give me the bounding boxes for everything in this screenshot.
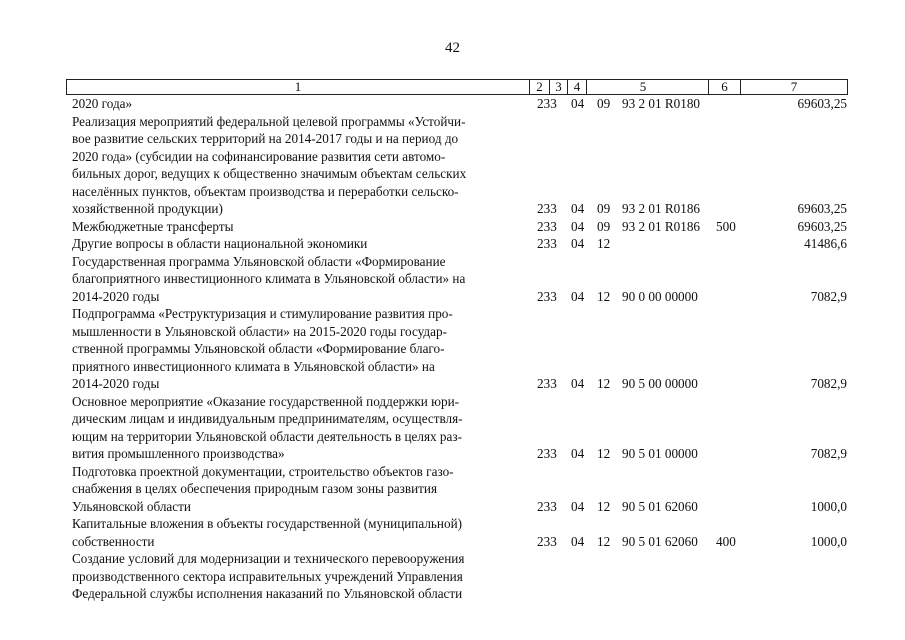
section-code: 233 [537, 533, 557, 549]
expense-type-code: 400 [716, 533, 736, 549]
header-col-5: 5 [586, 79, 699, 95]
section-code: 233 [537, 498, 557, 514]
subsection-code: 04 [571, 218, 585, 234]
description-line: 2014-2020 годы [72, 376, 160, 391]
header-col-3: 3 [549, 79, 568, 95]
description-line: дическим лицам и индивидуальным предпринимателям, осуществля- [72, 411, 463, 426]
row-codes [0, 200, 905, 218]
header-col-7: 7 [740, 79, 848, 95]
subsection2-code: 09 [597, 201, 611, 216]
description-line: производственного сектора исправительных учреждений Управления [72, 568, 463, 584]
description-line: вития промышленного производства» [72, 446, 285, 461]
section-code: 233 [537, 201, 557, 216]
subsection2-code: 12 [597, 533, 611, 549]
description-line: приятного инвестиционного климата в Ульяновской области» на [72, 358, 435, 374]
section-code: 233 [537, 218, 557, 234]
subsection-code: 04 [571, 96, 585, 111]
amount: 1000,0 [810, 533, 847, 549]
section-code: 233 [537, 96, 557, 111]
subsection2-code: 12 [597, 498, 611, 514]
amount: 41486,6 [804, 236, 847, 251]
subsection-code: 04 [571, 201, 585, 216]
target-article-code: 90 5 01 00000 [622, 446, 698, 461]
subsection-code: 04 [571, 533, 585, 549]
subsection2-code: 12 [597, 236, 611, 251]
amount: 69603,25 [797, 96, 847, 111]
description-line: Межбюджетные трансферты [72, 218, 234, 234]
subsection-code: 04 [571, 236, 585, 251]
row-codes [0, 235, 905, 253]
target-article-code: 93 2 01 R0186 [622, 218, 701, 234]
row-codes [0, 533, 905, 551]
subsection2-code: 09 [597, 218, 611, 234]
description-line: Капитальные вложения в объекты государственной (муниципальной) [72, 516, 463, 531]
row-codes [0, 445, 905, 463]
subsection-code: 04 [571, 376, 585, 391]
description-line: благоприятного инвестиционного климата в Ульяновской области» на [72, 271, 466, 286]
table-row [0, 95, 905, 113]
table-row [0, 218, 905, 236]
description-line: ющим на территории Ульяновской области деятельность в целях раз- [72, 428, 462, 444]
subsection2-code: 12 [597, 376, 611, 391]
target-article-code: 90 0 00 00000 [622, 288, 698, 304]
target-article-code: 90 5 01 62060 [622, 533, 698, 549]
description-line: Федеральной службы исполнения наказаний по Ульяновской области [72, 586, 463, 601]
section-code: 233 [537, 288, 557, 304]
description-line: снабжения в целях обеспечения природным газом зоны развития [72, 481, 438, 496]
description-line: Государственная программа Ульяновской области «Формирование [72, 253, 446, 269]
description-line: 2020 года» (субсидии на софинансирование развития сети автомо- [72, 148, 446, 164]
description-line: Реализация мероприятий федеральной целевой программы «Устойчи- [72, 113, 466, 129]
table-row [0, 550, 905, 603]
subsection-code: 04 [571, 498, 585, 514]
section-code: 233 [537, 236, 557, 251]
description-line: 2020 года» [72, 96, 133, 111]
table-row [0, 113, 905, 218]
table-row [0, 515, 905, 550]
expense-type-code: 500 [716, 218, 736, 234]
description-line: вое развитие сельских территорий на 2014-2017 годы и на период до [72, 131, 459, 146]
description-line: мышленности в Ульяновской области» на 2015-2020 годы государ- [72, 323, 447, 339]
header-col-1: 1 [66, 79, 530, 95]
description-line: Создание условий для модернизации и технического перевооружения [72, 551, 465, 566]
subsection2-code: 12 [597, 446, 611, 461]
row-codes [0, 585, 905, 603]
section-code: 233 [537, 376, 557, 391]
row-codes [0, 498, 905, 516]
description-line: Другие вопросы в области национальной экономики [72, 236, 368, 251]
description-line: 2014-2020 годы [72, 288, 160, 304]
amount: 69603,25 [797, 218, 847, 234]
target-article-code: 93 2 01 R0186 [622, 201, 701, 216]
target-article-code: 93 2 01 R0180 [622, 96, 701, 111]
target-article-code: 90 5 01 62060 [622, 498, 698, 514]
row-codes [0, 375, 905, 393]
section-code: 233 [537, 446, 557, 461]
description-line: хозяйственной продукции) [72, 201, 223, 216]
description-line: ственной программы Ульяновской области «Формирование благо- [72, 341, 445, 356]
amount: 1000,0 [810, 498, 847, 514]
subsection2-code: 12 [597, 288, 611, 304]
description-line: населённых пунктов, объектам производства и переработки сельско- [72, 183, 459, 199]
table-row [0, 463, 905, 516]
subsection2-code: 09 [597, 96, 611, 111]
target-article-code: 90 5 00 00000 [622, 376, 698, 391]
table-header [66, 79, 848, 95]
row-codes [0, 288, 905, 306]
amount: 69603,25 [797, 201, 847, 216]
row-codes [0, 218, 905, 236]
header-col-4: 4 [567, 79, 587, 95]
table-body [0, 95, 905, 603]
amount: 7082,9 [810, 376, 847, 391]
subsection-code: 04 [571, 288, 585, 304]
amount: 7082,9 [810, 446, 847, 461]
description-line: Основное мероприятие «Оказание государственной поддержки юри- [72, 393, 460, 409]
table-row [0, 235, 905, 253]
description-line: Подпрограмма «Реструктуризация и стимулирование развития про- [72, 306, 453, 321]
description-line: бильных дорог, ведущих к общественно значимым объектам сельских [72, 166, 467, 181]
header-col-2: 2 [529, 79, 550, 95]
row-codes [0, 95, 905, 113]
description-line: Подготовка проектной документации, строительство объектов газо- [72, 463, 454, 479]
description-line: Ульяновской области [72, 498, 191, 514]
subsection-code: 04 [571, 446, 585, 461]
table-row [0, 305, 905, 393]
page-number: 42 [445, 40, 460, 56]
table-row [0, 253, 905, 306]
description-line: собственности [72, 533, 155, 549]
table-row [0, 393, 905, 463]
amount: 7082,9 [810, 288, 847, 304]
header-col-6: 6 [708, 79, 741, 95]
